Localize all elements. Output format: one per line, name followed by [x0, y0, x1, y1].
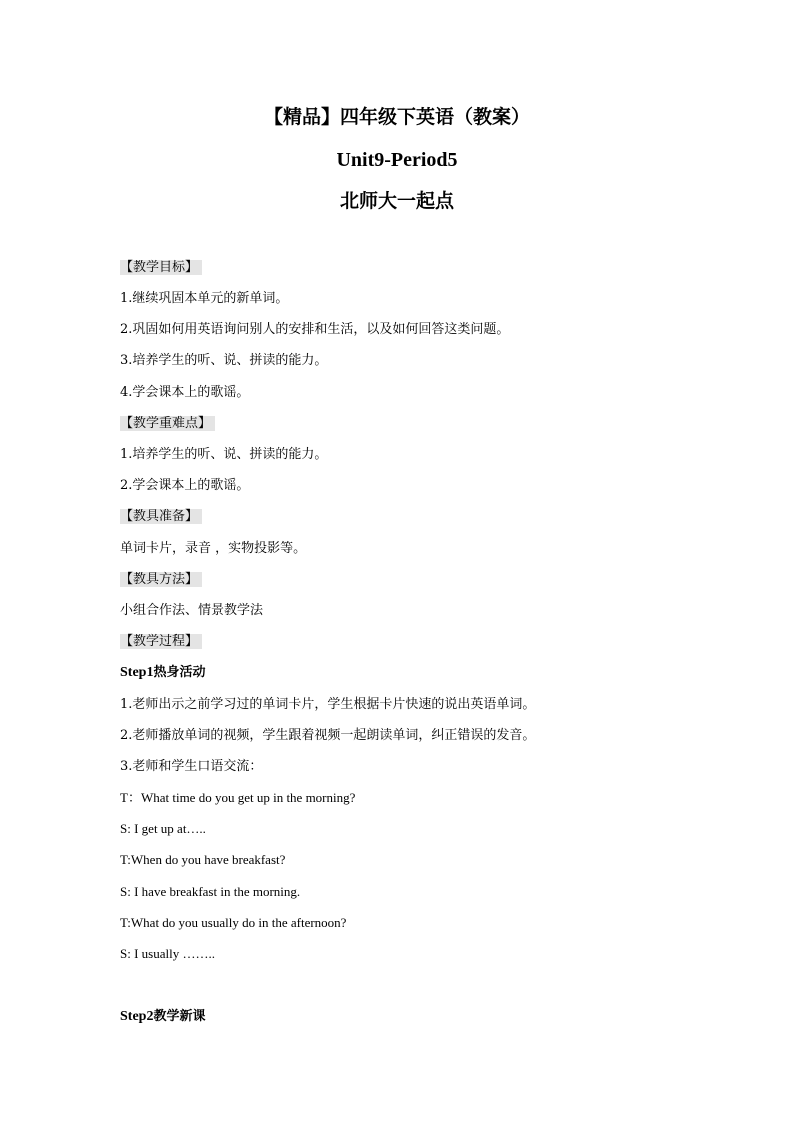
- dialogue-line: T:What do you usually do in the afternoon?: [120, 915, 347, 930]
- dialogue-line: S: I have breakfast in the morning.: [120, 884, 301, 899]
- document-unit-title: Unit9-Period5: [336, 149, 458, 171]
- step1-item: 1.老师出示之前学习过的单词卡片，学生根据卡片快速的说出英语单词。: [120, 697, 536, 712]
- goals-heading-text: 【教学目标】: [120, 260, 202, 275]
- keypoint-item: 2.学会课本上的歌谣。: [120, 478, 250, 493]
- methods-heading: [120, 571, 202, 589]
- step1-item: 3.老师和学生口语交流：: [120, 759, 263, 774]
- step1-label: Step1: [120, 665, 154, 680]
- step1-heading: [120, 664, 205, 682]
- step1-title: 热身活动: [153, 665, 206, 680]
- step1-item: 2.老师播放单词的视频，学生跟着视频一起朗读单词，纠正错误的发音。: [120, 728, 536, 743]
- dialogue-line: S: I get up at…..: [120, 821, 206, 836]
- goal-item: 4.学会课本上的歌谣。: [120, 385, 250, 400]
- step2-heading: [120, 1008, 205, 1026]
- process-heading: [120, 633, 202, 651]
- document-publisher-title: 北师大一起点: [339, 190, 454, 212]
- step2-label: Step2: [120, 1009, 154, 1024]
- dialogue-line: T:When do you have breakfast?: [120, 852, 286, 867]
- goals-heading: [120, 259, 202, 277]
- methods-heading-text: 【教具方法】: [120, 572, 202, 587]
- dialogue-line: S: I usually ……..: [120, 946, 215, 961]
- document-title: 【精品】四年级下英语（教案）: [263, 106, 530, 128]
- keypoints-heading: [120, 415, 215, 433]
- materials-text: 单词卡片，录音 ，实物投影等。: [120, 541, 307, 556]
- materials-heading-text: 【教具准备】: [120, 509, 202, 524]
- keypoints-heading-text: 【教学重难点】: [120, 416, 215, 431]
- materials-heading: [120, 508, 202, 526]
- step2-title: 教学新课: [153, 1009, 206, 1024]
- goal-item: 3.培养学生的听、说、拼读的能力。: [120, 353, 328, 368]
- process-heading-text: 【教学过程】: [120, 634, 202, 649]
- goal-item: 2.巩固如何用英语询问别人的安排和生活，以及如何回答这类问题。: [120, 322, 510, 337]
- goal-item: 1.继续巩固本单元的新单词。: [120, 291, 289, 306]
- keypoint-item: 1.培养学生的听、说、拼读的能力。: [120, 447, 328, 462]
- methods-text: 小组合作法、情景教学法: [120, 603, 264, 618]
- dialogue-line: T：What time do you get up in the morning?: [120, 790, 356, 805]
